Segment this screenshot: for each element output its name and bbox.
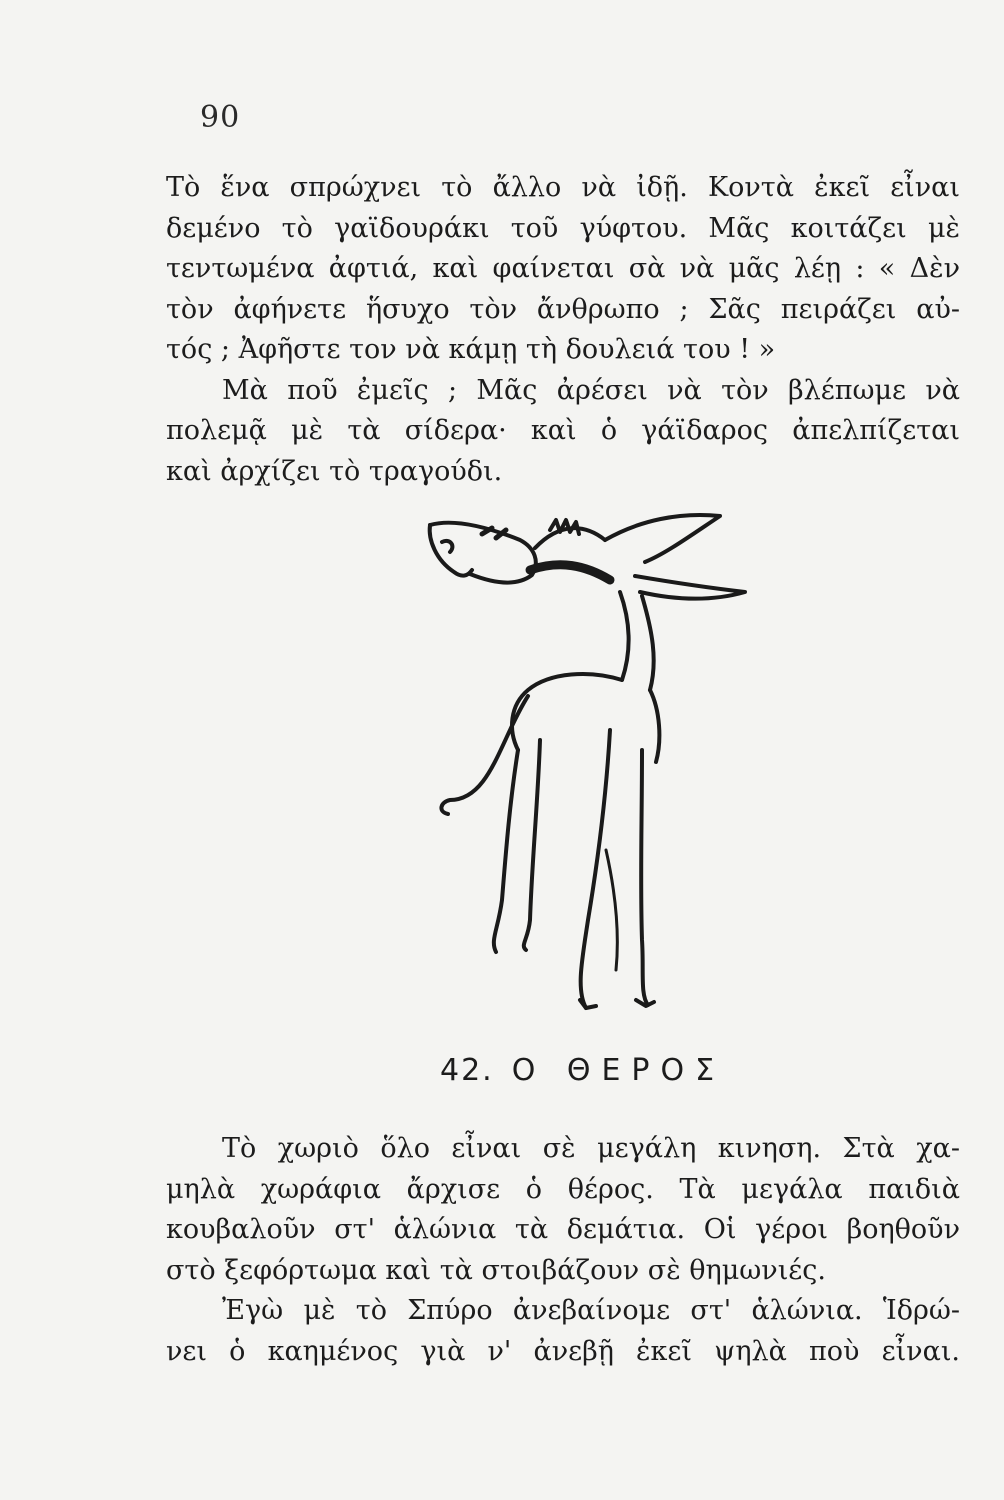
text-line: τὸν ἀφήνετε ἥσυχο τὸν ἄνθρωπο ; Σᾶς πειράζει αὐ- bbox=[166, 293, 960, 325]
paragraph-donkey bbox=[166, 168, 960, 492]
text-line: νει ὁ καημένος γιὰ ν' ἀνεβῇ ἐκεῖ ψηλὰ ποὺ εἶναι. bbox=[166, 1335, 960, 1367]
text-line: πολεμᾷ μὲ τὰ σίδερα· καὶ ὁ γάϊδαρος ἀπελπίζεται bbox=[166, 415, 960, 446]
section-heading bbox=[440, 1053, 725, 1088]
text-line: στὸ ξεφόρτωμα καὶ τὰ στοιβάζουν σὲ θημωνιές. bbox=[166, 1254, 826, 1286]
text-line: τός ; Ἀφῆστε τον νὰ κάμῃ τὴ δουλειά του ! » bbox=[166, 334, 776, 365]
text-line: δεμένο τὸ γαϊδουράκι τοῦ γύφτου. Μᾶς κοιτάζει μὲ bbox=[166, 212, 960, 244]
text-line: μηλὰ χωράφια ἄρχισε ὁ θέρος. Τὰ μεγάλα παιδιὰ bbox=[166, 1173, 960, 1205]
section-number: 42. bbox=[440, 1053, 494, 1088]
text-line: Τὸ ἕνα σπρώχνει τὸ ἄλλο νὰ ἰδῇ. Κοντὰ ἐκεῖ εἶναι bbox=[166, 172, 960, 203]
section-title: Ο ΘΕΡΟΣ bbox=[511, 1053, 726, 1088]
page-number: 90 bbox=[200, 100, 241, 135]
paragraph-harvest bbox=[166, 1129, 960, 1372]
text-line: Μὰ ποῦ ἐμεῖς ; Μᾶς ἀρέσει νὰ τὸν βλέπωμε νὰ bbox=[222, 374, 960, 406]
text-line: κουβαλοῦν στ' ἁλώνια τὰ δεμάτια. Οἱ γέροι βοηθοῦν bbox=[166, 1214, 960, 1245]
donkey-illustration bbox=[410, 500, 780, 1020]
text-line: Τὸ χωριὸ ὅλο εἶναι σὲ μεγάλη κινηση. Στὰ χα- bbox=[222, 1133, 960, 1164]
text-line: τεντωμένα ἀφτιά, καὶ φαίνεται σὰ νὰ μᾶς λέῃ : « Δὲν bbox=[166, 253, 960, 284]
text-line: Ἐγὼ μὲ τὸ Σπύρο ἀνεβαίνομε στ' ἁλώνια. Ἱδρώ- bbox=[222, 1295, 960, 1326]
text-line: καὶ ἀρχίζει τὸ τραγούδι. bbox=[166, 455, 503, 487]
